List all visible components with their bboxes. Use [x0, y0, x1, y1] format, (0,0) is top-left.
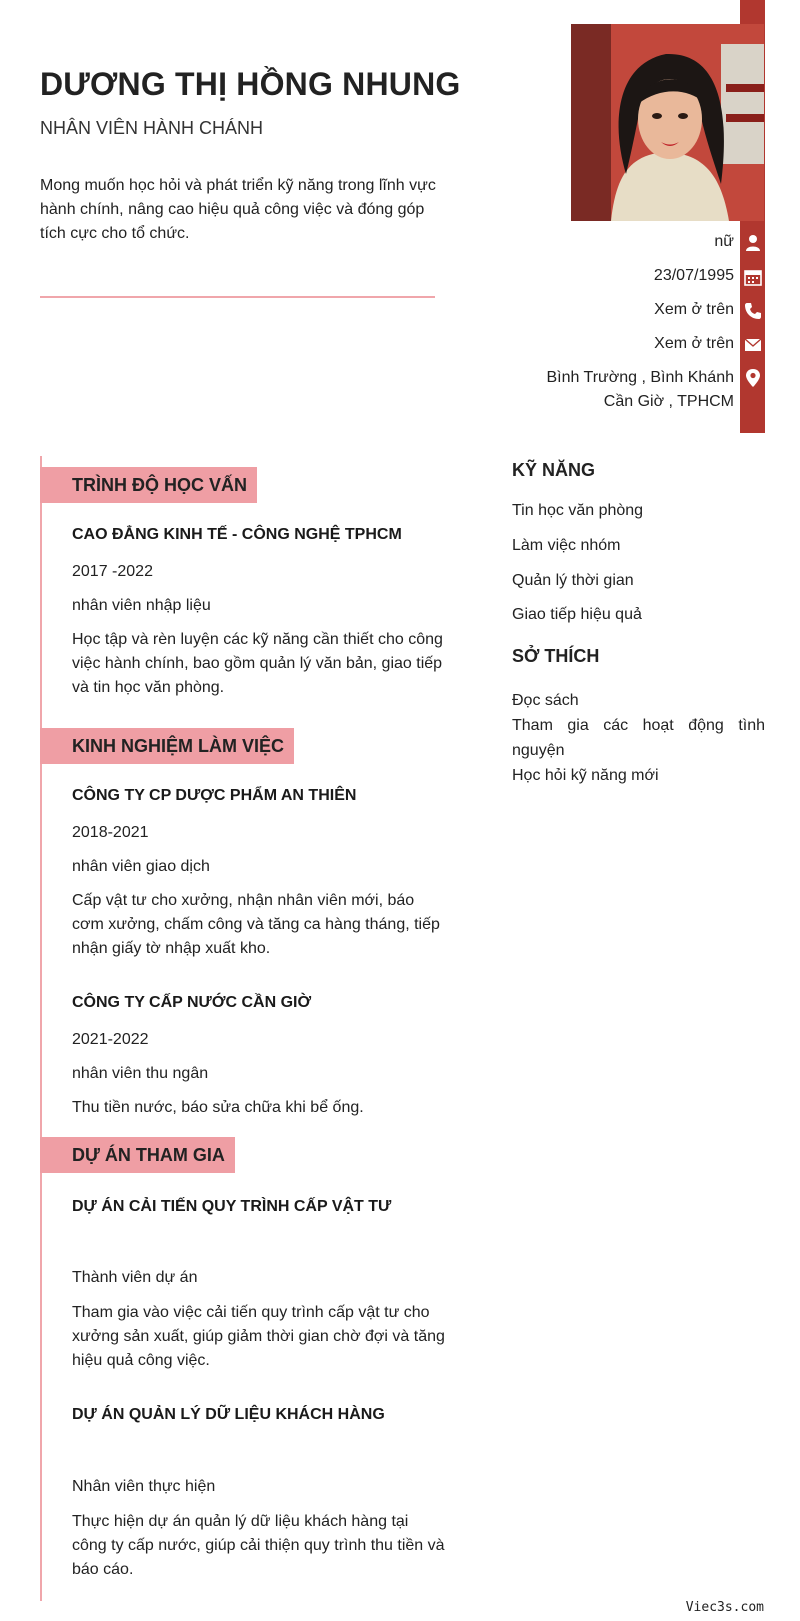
skill-item: Giao tiếp hiệu quả	[512, 606, 642, 623]
skill-item: Quản lý thời gian	[512, 572, 634, 589]
profile-photo	[571, 24, 764, 221]
project-role: Nhân viên thực hiện	[72, 1478, 216, 1495]
location-pin-icon	[744, 368, 762, 386]
contact-address-line1: Bình Trường , Bình Khánh	[546, 369, 734, 386]
education-description: Học tập và rèn luyện các kỹ năng cần thiết cho công việc hành chính, bao gồm quản lý văn bản, giao tiếp và tin học văn phòng.	[72, 631, 443, 696]
job-position: NHÂN VIÊN HÀNH CHÁNH	[40, 118, 264, 138]
contact-address-line2: Cần Giờ , TPHCM	[603, 393, 734, 410]
person-icon	[744, 234, 762, 252]
project-description: Thực hiện dự án quản lý dữ liệu khách hàng tại công ty cấp nước, giúp cải thiện quy trình thu tiền và báo cáo.	[72, 1513, 445, 1578]
skills-heading: KỸ NĂNG	[512, 460, 596, 480]
job-years: 2018-2021	[72, 824, 149, 841]
contact-birthday: 23/07/1995	[653, 267, 734, 284]
contact-gender: nữ	[714, 233, 734, 250]
career-summary: Mong muốn học hỏi và phát triển kỹ năng trong lĩnh vực hành chính, nâng cao hiệu quả công việc và đóng góp tích cực cho tổ chức.	[40, 177, 436, 242]
project-title: DỰ ÁN CẢI TIẾN QUY TRÌNH CẤP VẬT TƯ	[72, 1198, 392, 1215]
hobbies-list	[512, 688, 765, 788]
job-company: CÔNG TY CẤP NƯỚC CẦN GIỜ	[72, 994, 312, 1011]
education-role: nhân viên nhập liệu	[72, 597, 211, 614]
job-role: nhân viên giao dịch	[72, 858, 210, 875]
project-role: Thành viên dự án	[72, 1269, 198, 1286]
phone-icon	[744, 302, 762, 320]
education-school: CAO ĐẲNG KINH TẾ - CÔNG NGHỆ TPHCM	[72, 526, 402, 543]
job-company: CÔNG TY CP DƯỢC PHẨM AN THIÊN	[72, 787, 357, 804]
hobby-item: Tham gia các hoạt động tình nguyện	[512, 717, 765, 759]
hobbies-heading: SỞ THÍCH	[512, 646, 600, 666]
contact-phone[interactable]: Xem ở trên	[654, 301, 734, 318]
contact-email[interactable]: Xem ở trên	[654, 335, 734, 352]
job-description: Cấp vật tư cho xưởng, nhận nhân viên mới, báo cơm xưởng, chấm công và tăng ca hàng tháng, tiếp nhận giấy tờ nhập xuất kho.	[72, 892, 440, 957]
job-role: nhân viên thu ngân	[72, 1065, 209, 1082]
hobby-item: Học hỏi kỹ năng mới	[512, 767, 659, 784]
mail-icon	[744, 336, 762, 354]
skill-item: Làm việc nhóm	[512, 537, 621, 554]
education-years: 2017 -2022	[72, 563, 153, 580]
hobby-item: Đọc sách	[512, 692, 579, 709]
footer-watermark: Viec3s.com	[685, 1600, 764, 1615]
calendar-icon	[744, 268, 762, 286]
experience-heading: KINH NGHIỆM LÀM VIỆC	[40, 728, 294, 764]
candidate-name: DƯƠNG THỊ HỒNG NHUNG	[40, 66, 461, 102]
job-years: 2021-2022	[72, 1031, 149, 1048]
projects-heading: DỰ ÁN THAM GIA	[40, 1137, 235, 1173]
education-heading: TRÌNH ĐỘ HỌC VẤN	[40, 467, 257, 503]
skill-item: Tin học văn phòng	[512, 502, 644, 519]
header-divider	[40, 296, 435, 298]
job-description: Thu tiền nước, báo sửa chữa khi bể ống.	[72, 1099, 364, 1116]
project-description: Tham gia vào việc cải tiến quy trình cấp vật tư cho xưởng sản xuất, giúp giảm thời gian chờ đợi và tăng hiệu quả công việc.	[72, 1304, 445, 1369]
project-title: DỰ ÁN QUẢN LÝ DỮ LIỆU KHÁCH HÀNG	[72, 1406, 385, 1423]
timeline-line	[40, 456, 42, 1601]
